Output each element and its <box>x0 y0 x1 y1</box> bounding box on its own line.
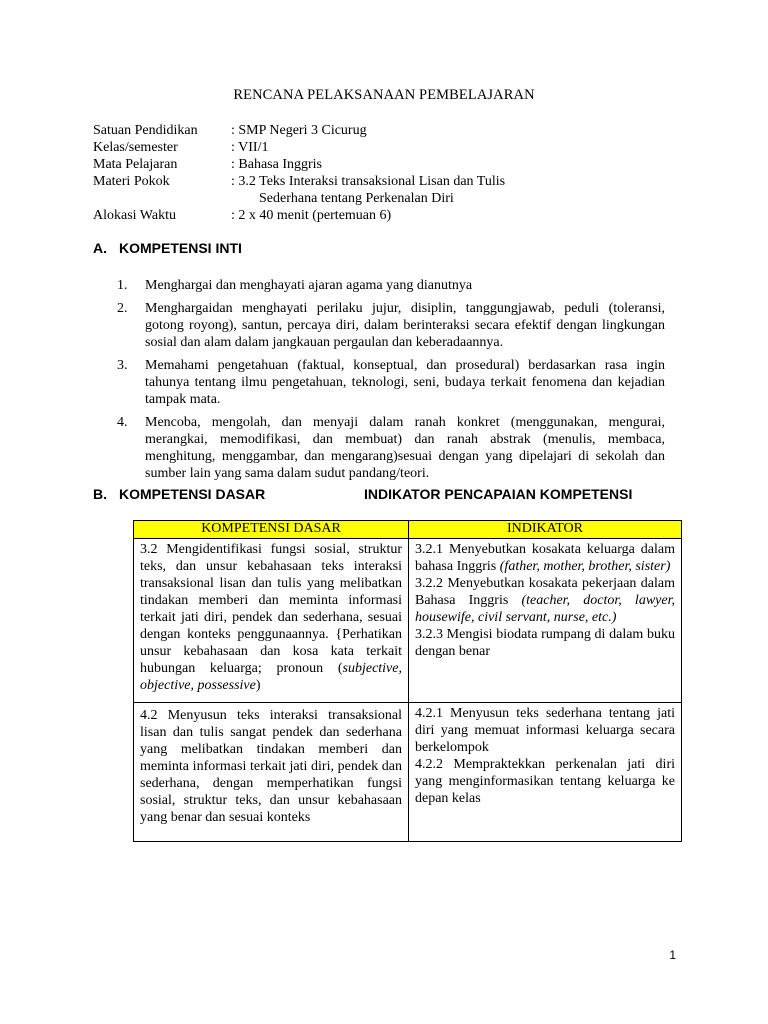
indicator-item: 4.2.1 Menyusun teks sederhana tentang jati diri yang memuat informasi keluarga secara berkelompok <box>415 706 675 755</box>
section-title: KOMPETENSI INTI <box>119 240 242 256</box>
list-text: Memahami pengetahuan (faktual, konseptual, dan prosedural) berdasarkan rasa ingin tahunya tentang ilmu pengetahuan, teknologi, seni, budaya terkait fenomena dan kejadian tampak mata. <box>145 358 665 407</box>
section-b-heading-right: INDIKATOR PENCAPAIAN KOMPETENSI <box>364 486 633 502</box>
document-title: RENCANA PELAKSANAAN PEMBELAJARAN <box>233 87 535 103</box>
info-label: Mata Pelajaran <box>93 157 178 172</box>
table-cell-indikator <box>409 539 682 703</box>
info-value: : SMP Negeri 3 Cicurug <box>231 123 367 138</box>
info-row-continuation <box>93 190 699 207</box>
info-row <box>93 173 699 190</box>
info-row <box>93 156 699 173</box>
table-row <box>134 539 682 703</box>
list-item <box>117 300 665 351</box>
info-value: : VII/1 <box>231 140 269 155</box>
indicator-item: 3.2.1 Menyebutkan kosakata keluarga dalam bahasa Inggris (father, mother, brother, sister) <box>415 542 675 574</box>
section-letter: A. <box>93 240 107 256</box>
info-label: Materi Pokok <box>93 174 170 189</box>
list-text: Mencoba, mengolah, dan menyaji dalam ranah konkret (menggunakan, mengurai, merangkai, memodifikasi, dan membuat) dan ranah abstrak (menulis, membaca, menghitung, menggambar, dan mengarang)sesuai dengan yang dipelajari di sekolah dan sumber lain yang sama dalam sudut pandang/teori. <box>145 415 665 481</box>
indicator-item: 3.2.3 Mengisi biodata rumpang di dalam buku dengan benar <box>415 627 675 659</box>
info-label: Satuan Pendidikan <box>93 123 198 138</box>
table-row <box>134 703 682 842</box>
table-header-indikator: INDIKATOR <box>409 521 682 539</box>
list-item <box>117 357 665 408</box>
info-label: Kelas/semester <box>93 140 178 155</box>
list-text: Menghargaidan menghayati perilaku jujur, disiplin, tanggungjawab, peduli (toleransi, gotong royong), santun, percaya diri, dalam berinteraksi secara efektif dengan lingkungan sosial dan alam dalam jangkauan pergaulan dan keberadaannya. <box>145 301 665 350</box>
info-value: : 2 x 40 menit (pertemuan 6) <box>231 208 392 223</box>
info-row <box>93 207 699 224</box>
page-number: 1 <box>669 948 676 962</box>
kompetensi-inti-list <box>117 277 665 488</box>
info-block <box>93 122 699 224</box>
info-value: : Bahasa Inggris <box>231 157 322 172</box>
info-label: Alokasi Waktu <box>93 208 176 223</box>
list-text: Menghargai dan menghayati ajaran agama yang dianutnya <box>145 278 473 293</box>
section-a-heading <box>93 240 242 256</box>
list-item <box>117 414 665 482</box>
section-letter: B. <box>93 486 107 502</box>
info-row <box>93 122 699 139</box>
table-cell-kd: 4.2 Menyusun teks interaksi transaksional lisan dan tulis sangat pendek dan sederhana yang melibatkan tindakan memberi dan meminta informasi terkait jati diri, pendek dan sederhana, dengan memperhatikan fungsi sosial, struktur teks, dan unsur kebahasaan yang benar dan sesuai konteks <box>134 703 409 842</box>
list-item <box>117 277 665 294</box>
indicator-item: 4.2.2 Mempraktekkan perkenalan jati diri yang menginformasikan tentang keluarga ke depan kelas <box>415 757 675 806</box>
info-value: : 3.2 Teks Interaksi transaksional Lisan dan Tulis <box>231 174 506 189</box>
list-number: 2. <box>117 301 128 316</box>
list-number: 4. <box>117 415 128 430</box>
table-header-row <box>134 521 682 539</box>
table-cell-kd: 3.2 Mengidentifikasi fungsi sosial, struktur teks, dan unsur kebahasaan teks interaksi transaksional lisan dan tulis yang melibatkan tindakan memberi dan meminta informasi terkait jati diri, pendek dan sederhana, sesuai dengan konteks penggunaannya. {Perhatikan unsur kebahasaan dan kosa kata terkait hubungan keluarga; pronoun (subjective, objective, possessive) <box>134 539 409 703</box>
table-header-kd: KOMPETENSI DASAR <box>134 521 409 539</box>
info-value-continuation: Sederhana tentang Perkenalan Diri <box>259 191 454 206</box>
indicator-item: 3.2.2 Menyebutkan kosakata pekerjaan dalam Bahasa Inggris (teacher, doctor, lawyer, housewife, civil servant, nurse, etc.) <box>415 576 675 625</box>
section-b-heading <box>93 486 265 502</box>
info-row <box>93 139 699 156</box>
section-title: KOMPETENSI DASAR <box>119 486 266 502</box>
list-number: 3. <box>117 358 128 373</box>
table-cell-indikator <box>409 703 682 842</box>
list-number: 1. <box>117 278 128 293</box>
kompetensi-table <box>133 520 682 842</box>
